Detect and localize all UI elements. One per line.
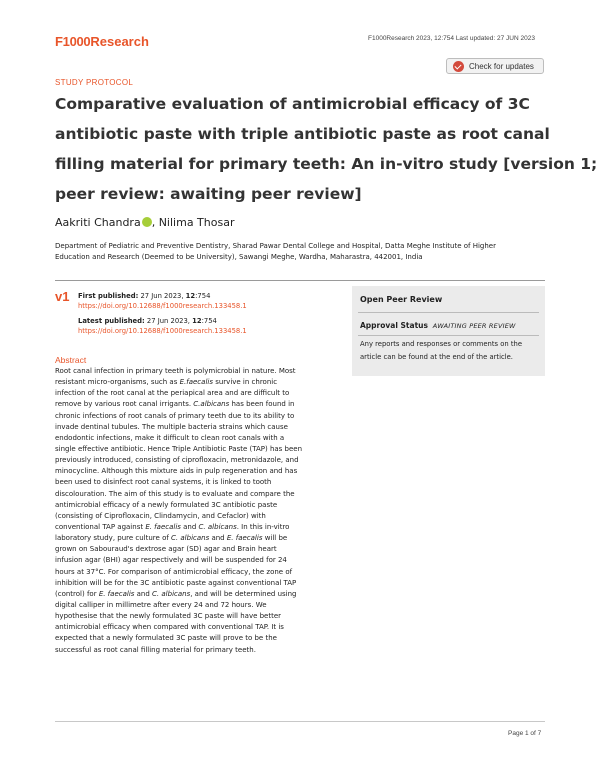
abstract-line: endodontic infections, make it difficult to clean root canals with a: [55, 433, 285, 442]
latest-published: [78, 316, 338, 326]
affiliation-line: Education and Research (Deemed to be University), Sawangi Meghe, Wardha, Maharastra, 442001, India: [55, 253, 423, 261]
latest-published-volume: 12: [192, 317, 202, 325]
first-published-date: 27 Jun 2023,: [138, 292, 186, 300]
first-published: [78, 291, 338, 301]
panel-text: [360, 338, 540, 364]
divider: [55, 280, 545, 281]
abstract-line: resistant micro-organisms, such as E.faecalis survive in chronic: [55, 378, 278, 387]
abstract-line: been used to disinfect root canal systems, it is linked to tooth: [55, 478, 272, 487]
abstract-line: remove by various root canal irrigants. C.albicans has been found in: [55, 400, 295, 409]
logo-suffix: Research: [90, 34, 149, 49]
abstract-line: (consisting of Ciprofloxacin, Clindamycin, and Cefaclor) with: [55, 511, 266, 520]
approval-value: AWAITING PEER REVIEW: [432, 322, 516, 330]
abstract-line: previously introduced, consisting of ciprofloxacin, metronidazole, and: [55, 456, 299, 465]
abstract-line: laboratory study, pure culture of C. albicans and E. faecalis will be: [55, 534, 288, 543]
approval-label: Approval Status: [360, 321, 428, 330]
check-updates-label: Check for updates: [469, 61, 534, 71]
journal-logo[interactable]: [55, 31, 149, 50]
header-meta: F1000Research 2023, 12:754 Last updated: 27 JUN 2023: [368, 35, 535, 42]
check-updates-icon: [453, 61, 464, 72]
latest-published-page: :754: [201, 317, 217, 325]
abstract-line: chronic infections of root canals of primary teeth due to its ability to: [55, 411, 295, 420]
approval-status: [360, 321, 516, 330]
affiliation-line: Department of Pediatric and Preventive Dentistry, Sharad Pawar Dental College and Hospital, Datta Meghe Institute of Higher: [55, 242, 496, 250]
title-line: Comparative evaluation of antimicrobial efficacy of 3C: [55, 95, 530, 113]
article-type-label: STUDY PROTOCOL: [55, 78, 134, 87]
abstract-line: Root canal infection in primary teeth is polymicrobial in nature. Most: [55, 367, 296, 375]
page-number: Page 1 of 7: [508, 730, 542, 737]
abstract-line: conventional TAP against E. faecalis and C. albicans. In this in-vitro: [55, 522, 290, 531]
abstract-line: successful as root canal filling material for primary teeth.: [55, 645, 256, 654]
first-published-volume: 12: [185, 292, 196, 300]
abstract-line: antimicrobial efficacy of a newly formulated 3C antibiotic paste: [55, 500, 278, 509]
title-line: antibiotic paste with triple antibiotic paste as root canal: [55, 125, 550, 143]
abstract-line: (control) for E. faecalis and C. albicans, and will be determined using: [55, 589, 297, 598]
peer-review-panel: [352, 286, 545, 376]
orcid-icon[interactable]: [142, 217, 152, 227]
version-badge: v1: [55, 289, 70, 304]
latest-published-label: Latest published:: [78, 317, 145, 325]
author-separator: ,: [151, 216, 159, 229]
article-title: [55, 89, 598, 209]
abstract-line: single effective antibiotic. Hence Triple Antibiotic Paste (TAP) has been: [55, 444, 303, 453]
panel-divider: [358, 312, 539, 313]
footer-divider: [55, 721, 545, 722]
first-doi-link[interactable]: https://doi.org/10.12688/f1000research.133458.1: [78, 302, 247, 310]
panel-title: Open Peer Review: [360, 295, 443, 304]
authors: [55, 216, 234, 229]
abstract-line: invade dentinal tubules. The multiple bacteria strains which cause: [55, 422, 288, 431]
abstract-heading: Abstract: [55, 355, 87, 365]
publication-info: [78, 291, 338, 336]
abstract-line: digital calliper in millimetre after every 24 and 72 hours. We: [55, 600, 267, 609]
abstract-line: expected that a newly formulated 3C paste will prove to be the: [55, 634, 277, 643]
panel-text-line: Any reports and responses or comments on the: [360, 340, 523, 348]
panel-divider: [358, 335, 539, 336]
first-published-label: First published:: [78, 292, 139, 300]
abstract-line: grown on Sabouraud's dextrose agar (SD) agar and Brain heart: [55, 545, 277, 554]
abstract-line: antimicrobial efficacy when compared with conventional TAP. It is: [55, 623, 284, 632]
abstract-line: infusion agar (BHI) agar respectively and will be suspended for 24: [55, 556, 287, 565]
latest-published-date: 27 Jun 2023,: [144, 317, 193, 325]
abstract-line: hypothesise that the newly formulated 3C paste will have better: [55, 612, 282, 621]
abstract-line: minocycline. Although this mixture aids in pulp regeneration and has: [55, 467, 298, 476]
affiliation: [55, 241, 555, 263]
abstract-body: [55, 366, 345, 656]
first-published-page: :754: [195, 292, 211, 300]
title-line: peer review: awaiting peer review]: [55, 185, 362, 203]
panel-text-line: article can be found at the end of the article.: [360, 353, 513, 361]
abstract-line: infection of the root canal at the periapical area and are difficult to: [55, 389, 290, 398]
abstract-line: inhibition will be for the 3C antibiotic paste against conventional TAP: [55, 578, 297, 587]
author-link[interactable]: Nilima Thosar: [158, 216, 235, 229]
latest-doi-link[interactable]: https://doi.org/10.12688/f1000research.133458.1: [78, 327, 247, 335]
check-updates-button[interactable]: [446, 58, 544, 74]
title-line: filling material for primary teeth: An in-vitro study [version 1;: [55, 155, 598, 173]
abstract-line: discolouration. The aim of this study is to evaluate and compare the: [55, 489, 295, 498]
abstract-line: hours at 37°C. For comparison of antimicrobial efficacy, the zone of: [55, 567, 293, 576]
logo-prefix: F1000: [55, 34, 91, 49]
author-link[interactable]: Aakriti Chandra: [55, 216, 141, 229]
